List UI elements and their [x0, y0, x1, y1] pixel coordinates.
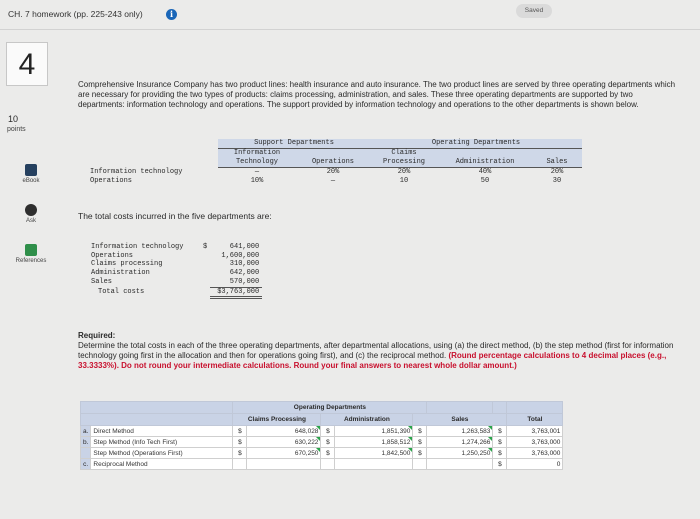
cost-amount: 1,600,000	[221, 251, 260, 260]
total-costs-amount: $3,763,000	[210, 287, 262, 298]
claims-col-header-2: Processing	[370, 158, 438, 168]
allocation-table	[88, 139, 582, 186]
sales-header: Sales	[413, 414, 507, 426]
row-letter	[81, 448, 91, 459]
cell-value: 40%	[478, 168, 492, 176]
administration-value: 1,851,390	[381, 427, 411, 435]
dollar-sign: $	[413, 437, 427, 448]
info-icon[interactable]: i	[166, 9, 177, 20]
method-label: Direct Method	[91, 426, 233, 437]
ebook-icon	[25, 164, 37, 176]
dollar-sign: $	[233, 448, 247, 459]
cost-amount: 642,000	[229, 269, 260, 278]
it-col-header-2: Technology	[218, 158, 296, 168]
operating-departments-header: Operating Departments	[370, 139, 582, 149]
assignment-title: CH. 7 homework (pp. 225-243 only)	[8, 9, 143, 19]
total-value: 3,763,001	[507, 426, 563, 437]
sales-col-header: Sales	[532, 158, 582, 168]
administration-input[interactable]	[335, 437, 413, 448]
cost-label: Information technology	[91, 243, 184, 251]
dollar-sign: $	[413, 448, 427, 459]
administration-value: 1,842,500	[381, 449, 411, 457]
points-value: 10	[8, 114, 19, 124]
claims-processing-header: Claims Processing	[233, 414, 321, 426]
department-costs-table	[88, 243, 262, 299]
problem-intro: Comprehensive Insurance Company has two product lines: health insurance and auto insurance. The two product lines are served by three operating departments which are necessary for providing the two types of products: claims processing, administration, and sales. These three operating departments are supported by two departments: information technology and operations. The support provided by information technology and operations to the other departments is shown below.	[78, 80, 676, 109]
cost-amount: 570,000	[210, 278, 262, 287]
total-value: 3,763,000	[507, 448, 563, 459]
references-label: References	[15, 258, 47, 264]
claims-value: 670,250	[294, 449, 319, 457]
table-row	[88, 252, 262, 261]
table-row	[81, 426, 563, 437]
references-icon	[25, 244, 37, 256]
table-row	[88, 278, 262, 287]
dollar-sign: $	[321, 426, 335, 437]
ask-label: Ask	[25, 218, 36, 224]
cell-value: 20%	[550, 168, 564, 176]
claims-input[interactable]	[247, 448, 321, 459]
table-row	[88, 177, 582, 186]
dollar-sign	[200, 252, 210, 261]
cell-value: 10%	[250, 177, 264, 185]
table-row	[81, 459, 563, 470]
total-value: 0	[507, 459, 563, 470]
ask-button[interactable]	[6, 204, 56, 224]
references-button[interactable]	[6, 244, 56, 264]
method-label: Step Method (Operations First)	[91, 448, 233, 459]
dollar-sign: $	[321, 448, 335, 459]
claims-input[interactable]	[247, 437, 321, 448]
dollar-sign: $	[493, 448, 507, 459]
correct-marker-icon	[316, 426, 320, 430]
cell-value: 50	[480, 177, 490, 185]
method-label: Step Method (Info Tech First)	[91, 437, 233, 448]
operating-departments-band: Operating Departments	[233, 402, 427, 414]
dollar-sign: $	[233, 426, 247, 437]
administration-input[interactable]	[335, 459, 413, 470]
table-row	[88, 168, 582, 178]
dollar-sign: $	[321, 437, 335, 448]
method-label: Reciprocal Method	[91, 459, 233, 470]
sales-input[interactable]	[427, 437, 493, 448]
row-letter: b.	[81, 437, 91, 448]
dollar-sign	[200, 278, 210, 287]
table-row	[81, 437, 563, 448]
sales-input[interactable]	[427, 426, 493, 437]
cell-value: 20%	[326, 168, 340, 176]
dollar-sign	[200, 260, 210, 269]
it-col-header-1: Information	[218, 149, 296, 159]
correct-marker-icon	[408, 426, 412, 430]
top-bar	[0, 0, 700, 28]
cost-label: Operations	[91, 251, 134, 260]
table-row	[88, 260, 262, 269]
total-value: 3,763,000	[507, 437, 563, 448]
correct-marker-icon	[488, 426, 492, 430]
required-heading: Required:	[78, 331, 116, 340]
sales-input[interactable]	[427, 448, 493, 459]
rounding-instructions: (Round percentage calculations to 4 decimal places (e.g., 33.3333%). Do not round your intermediate calculations. Round your final answers to nearest whole dollar amount.)	[78, 351, 667, 370]
cost-amount: 310,000	[229, 260, 260, 269]
sales-value: 1,250,250	[461, 449, 491, 457]
saved-status-badge: Saved	[516, 4, 552, 18]
total-costs-label: Total costs	[98, 288, 145, 297]
operations-col-header: Operations	[296, 158, 370, 168]
table-row	[88, 287, 262, 298]
answer-table	[80, 401, 563, 470]
cell-value: —	[330, 177, 336, 185]
row-letter: c.	[81, 459, 91, 470]
dollar-sign: $	[413, 426, 427, 437]
dollar-sign: $	[493, 426, 507, 437]
correct-marker-icon	[488, 437, 492, 441]
claims-input[interactable]	[247, 459, 321, 470]
dollar-sign	[200, 269, 210, 278]
table-row	[88, 269, 262, 278]
total-costs-title: The total costs incurred in the five departments are:	[78, 211, 272, 221]
cost-amount: 641,000	[229, 243, 260, 251]
row-letter: a.	[81, 426, 91, 437]
cell-value: —	[254, 168, 260, 176]
ebook-button[interactable]	[6, 164, 56, 184]
dollar-sign: $	[203, 243, 208, 251]
support-departments-header: Support Departments	[218, 139, 370, 149]
total-header: Total	[507, 414, 563, 426]
points-label: points	[7, 126, 26, 133]
administration-input[interactable]	[335, 448, 413, 459]
correct-marker-icon	[408, 448, 412, 452]
sales-value: 1,274,266	[461, 438, 491, 446]
correct-marker-icon	[316, 437, 320, 441]
dollar-sign: $	[493, 437, 507, 448]
cost-label: Administration	[91, 269, 150, 278]
header-divider	[0, 29, 700, 30]
administration-input[interactable]	[335, 426, 413, 437]
dollar-sign: $	[233, 437, 247, 448]
row-label: Information technology	[90, 167, 183, 176]
required-instructions	[78, 331, 676, 371]
claims-col-header-1: Claims	[370, 149, 438, 159]
cell-value: 30	[552, 177, 562, 185]
ebook-label: eBook	[22, 178, 40, 184]
claims-input[interactable]	[247, 426, 321, 437]
claims-value: 630,222	[294, 438, 319, 446]
required-text: Determine the total costs in each of the three operating departments, after departmental allocations, using (a) the direct method, (b) the step method (first for information technology going first in the allocation and then for operations going first), and (c) the reciprocal method.	[78, 341, 674, 360]
correct-marker-icon	[316, 448, 320, 452]
table-row	[81, 448, 563, 459]
sales-input[interactable]	[427, 459, 493, 470]
cost-label: Claims processing	[91, 260, 163, 269]
question-number: 4	[6, 42, 48, 86]
dollar-sign: $	[493, 459, 507, 470]
cell-value: 10	[399, 177, 409, 185]
claims-value: 648,028	[294, 427, 319, 435]
cell-value: 20%	[397, 168, 411, 176]
administration-header: Administration	[321, 414, 413, 426]
correct-marker-icon	[488, 448, 492, 452]
administration-value: 1,858,512	[381, 438, 411, 446]
sales-value: 1,263,583	[461, 427, 491, 435]
row-label: Operations	[90, 177, 133, 185]
administration-col-header: Administration	[438, 158, 532, 168]
ask-icon	[25, 204, 37, 216]
correct-marker-icon	[408, 437, 412, 441]
table-row	[88, 243, 262, 252]
cost-label: Sales	[91, 278, 113, 287]
